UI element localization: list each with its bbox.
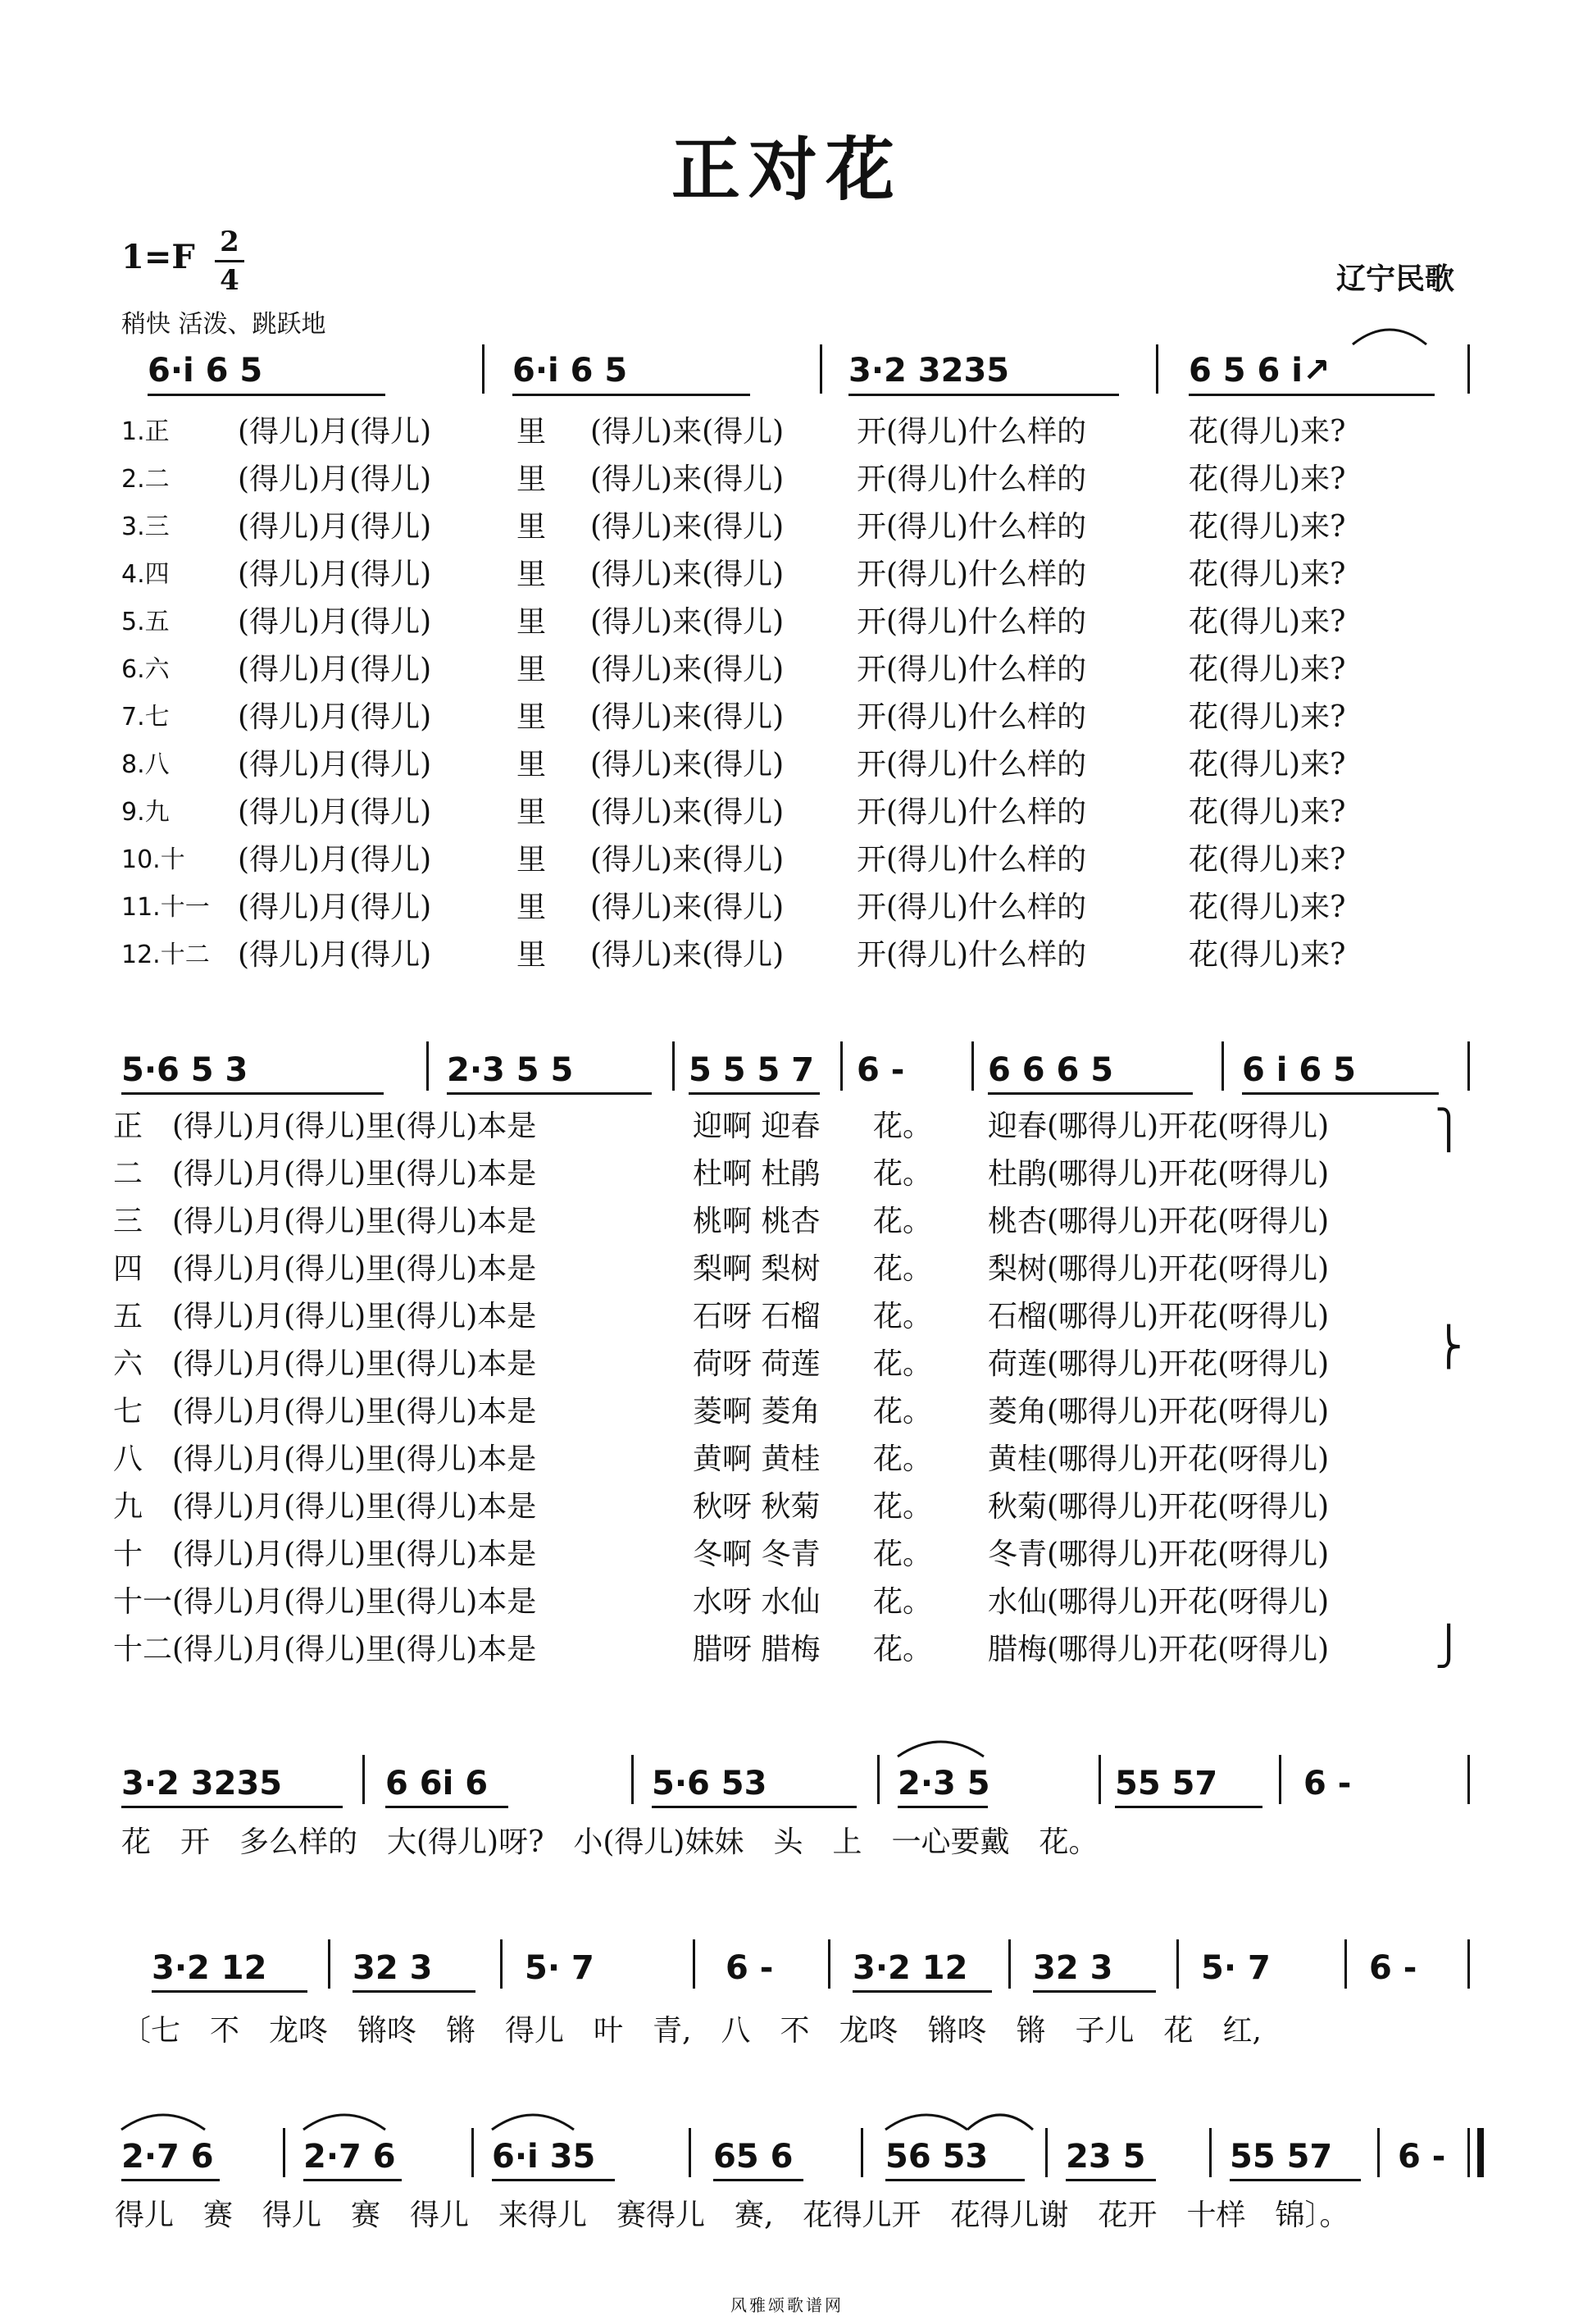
verse-number: 5.五 <box>121 608 170 636</box>
verse-number: 六 <box>113 1347 143 1381</box>
lyric-syllable: 开(得儿)什么样的 <box>857 415 1087 449</box>
verse-number: 1.正 <box>121 417 170 446</box>
lyric-syllable: 花(得儿)来? <box>1189 605 1346 639</box>
meter-bottom: 4 <box>220 264 239 297</box>
lyric-syllable: (得儿)月(得儿) <box>238 843 432 877</box>
lyric-syllable: 里 <box>516 700 547 734</box>
verse-number: 正 <box>113 1110 143 1143</box>
notes-measure-4: 6 - <box>857 1051 905 1089</box>
repeat-bracket: ⎬ <box>1435 1324 1463 1369</box>
lyric-syllable: 开(得儿)什么样的 <box>857 795 1087 829</box>
page-title: 正对花 <box>671 130 903 210</box>
lyric-syllable: 花(得儿)来? <box>1189 510 1346 544</box>
lyric-syllable: (得儿)来(得儿) <box>590 415 785 449</box>
notes-measure-4: 2·3 5 <box>898 1765 990 1802</box>
lyric-syllable: 里 <box>516 510 547 544</box>
notes-measure-2: 2·3 5 5 <box>447 1051 574 1089</box>
verse-number: 五 <box>113 1300 143 1333</box>
lyric-syllable: 开(得儿)什么样的 <box>857 700 1087 734</box>
lyric-syllable: 开(得儿)什么样的 <box>857 938 1087 972</box>
repeat-bracket: ⎭ <box>1435 1624 1463 1668</box>
lyric-syllable: 石呀 石榴 <box>693 1300 821 1333</box>
lyric-syllable: 桃啊 桃杏 <box>693 1205 821 1238</box>
notes-measure-5: 3·2 12 <box>853 1949 968 1987</box>
lyric-line: 得儿 赛 得儿 赛 得儿 来得儿 赛得儿 赛, 花得儿开 花得儿谢 花开 十样 锦〕。 <box>115 2199 1349 2232</box>
notes-measure-8: 6 - <box>1369 1949 1417 1987</box>
lyric-syllable: (得儿)月(得儿) <box>238 415 432 449</box>
lyric-syllable: 花(得儿)来? <box>1189 891 1346 924</box>
verse-number: 二 <box>113 1157 143 1191</box>
notes-measure-2: 32 3 <box>353 1949 433 1987</box>
verse-number: 10.十 <box>121 845 185 874</box>
lyric-syllable: (得儿)月(得儿) <box>238 938 432 972</box>
lyric-syllable: (得儿)月(得儿)里(得儿)本是 <box>172 1538 537 1571</box>
lyric-syllable: (得儿)月(得儿)里(得儿)本是 <box>172 1252 537 1286</box>
lyric-syllable: 开(得儿)什么样的 <box>857 605 1087 639</box>
lyric-syllable: 里 <box>516 463 547 496</box>
verse-number: 七 <box>113 1395 143 1429</box>
lyric-syllable: (得儿)月(得儿) <box>238 748 432 782</box>
verse-number: 11.十一 <box>121 893 210 922</box>
lyric-syllable: 荷莲(哪得儿)开花(呀得儿) <box>988 1347 1330 1381</box>
lyric-syllable: (得儿)月(得儿)里(得儿)本是 <box>172 1490 537 1524</box>
footer-watermark: 风雅颂歌谱网 <box>730 2295 844 2315</box>
lyric-syllable: 花(得儿)来? <box>1189 748 1346 782</box>
lyric-syllable: 杜鹃(哪得儿)开花(呀得儿) <box>988 1157 1330 1191</box>
notes-measure-2: 6·i 6 5 <box>512 352 628 390</box>
lyric-syllable: 花(得儿)来? <box>1189 558 1346 591</box>
lyric-syllable: 花。 <box>873 1490 933 1524</box>
lyric-syllable: 水呀 水仙 <box>693 1585 821 1619</box>
verse-number: 9.九 <box>121 798 170 827</box>
slur-arc <box>121 2115 205 2130</box>
lyric-syllable: 花。 <box>873 1252 933 1286</box>
notes-measure-5: 56 53 <box>885 2138 989 2176</box>
lyric-syllable: (得儿)月(得儿) <box>238 700 432 734</box>
notes-measure-5: 6 6 6 5 <box>988 1051 1114 1089</box>
region-credit: 辽宁民歌 <box>1336 262 1455 296</box>
notes-measure-3: 3·2 3235 <box>848 352 1010 390</box>
lyric-syllable: 腊梅(哪得儿)开花(呀得儿) <box>988 1633 1330 1666</box>
lyric-syllable: (得儿)来(得儿) <box>590 748 785 782</box>
notes-measure-3: 6·i 35 <box>492 2138 596 2176</box>
lyric-syllable: (得儿)月(得儿)里(得儿)本是 <box>172 1157 537 1191</box>
lyric-syllable: 迎啊 迎春 <box>693 1110 821 1143</box>
lyric-syllable: (得儿)月(得儿) <box>238 558 432 591</box>
lyric-syllable: 里 <box>516 605 547 639</box>
lyric-syllable: (得儿)月(得儿)里(得儿)本是 <box>172 1633 537 1666</box>
lyric-syllable: (得儿)月(得儿)里(得儿)本是 <box>172 1585 537 1619</box>
lyric-syllable: 秋菊(哪得儿)开花(呀得儿) <box>988 1490 1330 1524</box>
lyric-syllable: 水仙(哪得儿)开花(呀得儿) <box>988 1585 1330 1619</box>
lyric-syllable: (得儿)来(得儿) <box>590 795 785 829</box>
lyric-syllable: 开(得儿)什么样的 <box>857 558 1087 591</box>
slur-arc <box>885 2115 967 2130</box>
lyric-syllable: 花(得儿)来? <box>1189 938 1346 972</box>
lyric-syllable: 里 <box>516 558 547 591</box>
lyric-syllable: 花。 <box>873 1347 933 1381</box>
lyric-syllable: 花。 <box>873 1110 933 1143</box>
lyric-syllable: 里 <box>516 843 547 877</box>
lyric-syllable: 冬青(哪得儿)开花(呀得儿) <box>988 1538 1330 1571</box>
lyric-syllable: 石榴(哪得儿)开花(呀得儿) <box>988 1300 1330 1333</box>
lyric-syllable: (得儿)月(得儿) <box>238 463 432 496</box>
notes-measure-6: 23 5 <box>1066 2138 1146 2176</box>
lyric-syllable: (得儿)月(得儿) <box>238 605 432 639</box>
lyric-syllable: 迎春(哪得儿)开花(呀得儿) <box>988 1110 1330 1143</box>
notes-measure-1: 6·i 6 5 <box>148 352 263 390</box>
lyric-syllable: 花。 <box>873 1585 933 1619</box>
lyric-syllable: (得儿)来(得儿) <box>590 558 785 591</box>
lyric-syllable: (得儿)月(得儿) <box>238 891 432 924</box>
lyric-syllable: (得儿)月(得儿)里(得儿)本是 <box>172 1110 537 1143</box>
lyric-syllable: 开(得儿)什么样的 <box>857 748 1087 782</box>
notes-measure-2: 2·7 6 <box>303 2138 396 2176</box>
lyric-syllable: 花。 <box>873 1205 933 1238</box>
lyric-syllable: 开(得儿)什么样的 <box>857 653 1087 686</box>
lyric-syllable: (得儿)月(得儿) <box>238 653 432 686</box>
lyric-syllable: 开(得儿)什么样的 <box>857 510 1087 544</box>
verse-number: 九 <box>113 1490 143 1524</box>
notes-measure-4: 65 6 <box>713 2138 794 2176</box>
lyric-syllable: 菱啊 菱角 <box>693 1395 821 1429</box>
slur-arc <box>492 2115 574 2130</box>
lyric-syllable: 腊呀 腊梅 <box>693 1633 821 1666</box>
notes-measure-5: 55 57 <box>1115 1765 1218 1802</box>
lyric-syllable: 里 <box>516 938 547 972</box>
lyric-syllable: (得儿)月(得儿)里(得儿)本是 <box>172 1300 537 1333</box>
verse-number: 2.二 <box>121 465 170 494</box>
notes-measure-1: 3·2 3235 <box>121 1765 283 1802</box>
lyric-syllable: 荷呀 荷莲 <box>693 1347 821 1381</box>
slur-arc <box>1353 330 1426 344</box>
repeat-bracket: ⎫ <box>1435 1107 1463 1151</box>
notes-measure-4: 6 5 6 i↗ <box>1189 352 1331 390</box>
lyric-syllable: 桃杏(哪得儿)开花(呀得儿) <box>988 1205 1330 1238</box>
verse-number: 十二 <box>113 1633 173 1666</box>
notes-measure-1: 3·2 12 <box>152 1949 267 1987</box>
verse-number: 6.六 <box>121 655 170 684</box>
slur-arc <box>303 2115 385 2130</box>
lyric-syllable: 里 <box>516 795 547 829</box>
lyric-line: 〔七 不 龙咚 锵咚 锵 得儿 叶 青, 八 不 龙咚 锵咚 锵 子儿 花 红, <box>121 2014 1262 2048</box>
lyric-syllable: 花(得儿)来? <box>1189 843 1346 877</box>
lyric-syllable: 开(得儿)什么样的 <box>857 843 1087 877</box>
verse-number: 12.十二 <box>121 941 210 969</box>
lyric-syllable: (得儿)来(得儿) <box>590 653 785 686</box>
lyric-syllable: (得儿)月(得儿) <box>238 795 432 829</box>
lyric-syllable: (得儿)月(得儿)里(得儿)本是 <box>172 1205 537 1238</box>
meter-top: 2 <box>220 226 239 258</box>
lyric-syllable: 菱角(哪得儿)开花(呀得儿) <box>988 1395 1330 1429</box>
slur-arc <box>898 1742 984 1757</box>
lyric-syllable: (得儿)月(得儿)里(得儿)本是 <box>172 1442 537 1476</box>
lyric-syllable: (得儿)月(得儿)里(得儿)本是 <box>172 1395 537 1429</box>
notes-measure-3: 5 5 5 7 <box>689 1051 815 1089</box>
lyric-syllable: 花(得儿)来? <box>1189 653 1346 686</box>
lyric-syllable: 花。 <box>873 1538 933 1571</box>
verse-number: 3.三 <box>121 513 170 541</box>
lyric-syllable: (得儿)来(得儿) <box>590 510 785 544</box>
notes-measure-7: 5· 7 <box>1201 1949 1271 1987</box>
lyric-syllable: 花(得儿)来? <box>1189 795 1346 829</box>
lyric-syllable: 开(得儿)什么样的 <box>857 891 1087 924</box>
verse-number: 8.八 <box>121 750 170 779</box>
key-signature: 1=F <box>121 238 195 276</box>
lyric-syllable: 里 <box>516 748 547 782</box>
verse-number: 四 <box>113 1252 143 1286</box>
lyric-syllable: 秋呀 秋菊 <box>693 1490 821 1524</box>
lyric-syllable: 里 <box>516 891 547 924</box>
lyric-syllable: (得儿)来(得儿) <box>590 605 785 639</box>
lyric-syllable: (得儿)月(得儿)里(得儿)本是 <box>172 1347 537 1381</box>
lyric-syllable: (得儿)月(得儿) <box>238 510 432 544</box>
notes-measure-1: 5·6 5 3 <box>121 1051 248 1089</box>
notes-measure-6: 32 3 <box>1033 1949 1113 1987</box>
notes-measure-3: 5· 7 <box>525 1949 594 1987</box>
lyric-syllable: 里 <box>516 653 547 686</box>
lyric-syllable: 花。 <box>873 1442 933 1476</box>
lyric-syllable: 冬啊 冬青 <box>693 1538 821 1571</box>
verse-number: 八 <box>113 1442 143 1476</box>
lyric-syllable: 梨树(哪得儿)开花(呀得儿) <box>988 1252 1330 1286</box>
lyric-line: 花 开 多么样的 大(得儿)呀? 小(得儿)妹妹 头 上 一心要戴 花。 <box>121 1825 1099 1859</box>
lyric-syllable: 花。 <box>873 1633 933 1666</box>
notes-measure-8: 6 - <box>1398 2138 1446 2176</box>
lyric-syllable: 开(得儿)什么样的 <box>857 463 1087 496</box>
lyric-syllable: 花。 <box>873 1157 933 1191</box>
notes-measure-7: 55 57 <box>1230 2138 1333 2176</box>
notes-measure-6: 6 i 6 5 <box>1242 1051 1356 1089</box>
lyric-syllable: 花。 <box>873 1395 933 1429</box>
notes-measure-3: 5·6 53 <box>652 1765 767 1802</box>
notes-measure-1: 2·7 6 <box>121 2138 214 2176</box>
notes-measure-6: 6 - <box>1303 1765 1352 1802</box>
notes-measure-4: 6 - <box>726 1949 774 1987</box>
lyric-syllable: 花(得儿)来? <box>1189 700 1346 734</box>
lyric-syllable: (得儿)来(得儿) <box>590 700 785 734</box>
lyric-syllable: 花(得儿)来? <box>1189 415 1346 449</box>
lyric-syllable: 里 <box>516 415 547 449</box>
verse-number: 4.四 <box>121 560 170 589</box>
verse-number: 十一 <box>113 1585 173 1619</box>
slur-arc <box>967 2115 1033 2130</box>
lyric-syllable: (得儿)来(得儿) <box>590 843 785 877</box>
verse-number: 7.七 <box>121 703 170 731</box>
lyric-syllable: 黄啊 黄桂 <box>693 1442 821 1476</box>
lyric-syllable: (得儿)来(得儿) <box>590 891 785 924</box>
lyric-syllable: 花。 <box>873 1300 933 1333</box>
tempo-marking: 稍快 活泼、跳跃地 <box>121 310 326 339</box>
lyric-syllable: 花(得儿)来? <box>1189 463 1346 496</box>
lyric-syllable: 杜啊 杜鹃 <box>693 1157 821 1191</box>
lyric-syllable: (得儿)来(得儿) <box>590 938 785 972</box>
notes-measure-2: 6 6i 6 <box>385 1765 489 1802</box>
verse-number: 三 <box>113 1205 143 1238</box>
lyric-syllable: (得儿)来(得儿) <box>590 463 785 496</box>
lyric-syllable: 黄桂(哪得儿)开花(呀得儿) <box>988 1442 1330 1476</box>
lyric-syllable: 梨啊 梨树 <box>693 1252 821 1286</box>
verse-number: 十 <box>113 1538 143 1571</box>
